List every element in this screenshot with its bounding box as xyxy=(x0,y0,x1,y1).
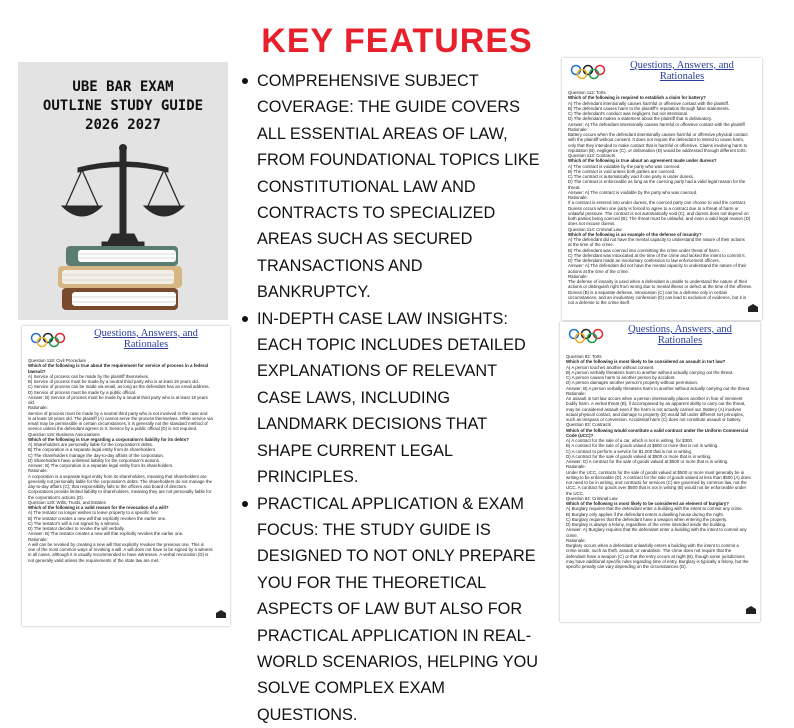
page-text-line: Question 83: Contracts xyxy=(566,422,754,427)
page-text-line: D) The testator decides to revoke the will verbally. xyxy=(28,526,224,531)
page-text-line: unlawful pressure. The contract is not automatically void (C), and duress does not depend on xyxy=(568,211,756,216)
page-text-line: bodily harm. A verbal threat (B), if accompanied by an apparent ability to carry out the threat, xyxy=(566,401,754,406)
page-text-line: Which of the following is most likely to be considered an element of burglary? xyxy=(566,501,754,506)
page-text-line: Which of the following is true about the requirement for service of process in a federal xyxy=(28,363,224,368)
page-text-line: If a contract is entered into under duress, the coerced party can choose to void the contract. xyxy=(568,200,756,205)
page-text-line: Answer: B) Service of process must be made by a neutral third party who is at least 18 years xyxy=(28,395,224,400)
page-text-line: writing to be enforceable (D). A contract for the sale of goods valued at less than $500 (A) does xyxy=(566,475,754,480)
scales-of-justice-on-books-icon xyxy=(18,142,228,320)
page-text-line: Question 113: Contracts xyxy=(568,153,756,158)
page-text-line: threat. xyxy=(568,185,756,190)
page-text-line: day-to-day affairs (C); that responsibility falls to the officers and board of directors. xyxy=(28,484,224,489)
page-text-line: Rationale: xyxy=(568,195,756,200)
page-text-line: Answer: B) The testator creates a new will that explicitly revokes the earlier one. xyxy=(28,531,224,536)
page-text-line: specific penalty can vary depending on the circumstances (D). xyxy=(566,564,754,569)
page-heading-line: Questions, Answers, and xyxy=(608,60,756,71)
page-text-line: not a defense to the crime itself. xyxy=(568,300,756,305)
page-text-line: B) A contract for the sale of goods valued at $600 or more that is not in writing. xyxy=(566,443,754,448)
page-text-line: The defense of insanity is used when a defendant is unable to understand the nature of their xyxy=(568,279,756,284)
page-text-line: only that they intended to make contact that is harmful or offensive. Claims involving harm to xyxy=(568,143,756,148)
page-heading-line: Rationales xyxy=(606,335,754,346)
page-text-line: C) The shareholders manage the day-to-day affairs of the corporation. xyxy=(28,453,224,458)
feature-item: PRACTICAL APPLICATION & EXAM FOCUS: THE STUDY GUIDE IS DESIGNED TO NOT ONLY PREPARE YOU FOR THE THEORETICAL ASPECTS OF LAW BUT ALSO FOR PRACTICAL APPLICATION IN REAL-WORLD SCENARIOS, HELPING YOU SOLVE COMPLEX EXAM QUESTIONS. xyxy=(240,491,540,728)
page-text-line: the corporation's actions (D). xyxy=(28,495,224,500)
page-title: KEY FEATURES xyxy=(0,22,794,61)
page-text-line: Rationale: xyxy=(28,405,224,410)
page-text-line: Duress occurs when one party is forced to agree to a contract due to a threat of harm or xyxy=(568,206,756,211)
page-text-line: D) Burglary is always a felony, regardless of the crime intended inside the building. xyxy=(566,522,754,527)
courthouse-icon xyxy=(748,299,758,317)
page-text-line: B) Service of process must be made by a neutral third party who is at least 18 years old. xyxy=(28,379,224,384)
page-text-line: Which of the following is most likely to be considered an assault in tort law? xyxy=(566,359,754,364)
page-text-line: Under the UCC, contracts for the sale of goods valued at $500 or more must generally be in xyxy=(566,470,754,475)
page-text-line: Rationale: xyxy=(566,464,754,469)
page-text-line: Which of the following is an example of the defense of insanity? xyxy=(568,232,756,237)
cover-title-line: OUTLINE STUDY GUIDE xyxy=(18,97,228,116)
page-text-line: D) A person damages another person's property without permission. xyxy=(566,380,754,385)
page-text-line: crime inside, such as theft, assault, or vandalism. The crime does not require that the xyxy=(566,548,754,553)
page-text-line: Question 119: Business Associations xyxy=(28,432,224,437)
page-text-line: both parties being coerced (B). The threat must be unlawful, and even a valid legal reason (D) xyxy=(568,216,756,221)
page-text-line: Rationale: xyxy=(568,127,756,132)
page-text-line: Which of the following would constitute a valid contract under the Uniform Commercial xyxy=(566,428,754,433)
page-text-line: C) The contract is automatically void if one party is under duress. xyxy=(568,174,756,179)
cover-title xyxy=(18,78,228,135)
olympic-rings-icon xyxy=(568,328,604,349)
page-text-line: Which of the following is a valid reason for the revocation of a will? xyxy=(28,505,224,510)
page-text-line: Answer: A) The defendant intentionally causes harmful or offensive contact with the plaintiff. xyxy=(568,122,756,127)
page-heading-line: Questions, Answers, and xyxy=(606,324,754,335)
page-text-line: A) Shareholders are personally liable for the corporation's debts. xyxy=(28,442,224,447)
page-text-line: actions or distinguish right from wrong due to mental illness or defect at the time of the offense. xyxy=(568,284,756,289)
page-text-line: Answer: B) A person verbally threatens harm to another without actually carrying out the threat. xyxy=(566,386,754,391)
page-text-line: B) Burglary only applies if the defendant enters a dwelling house during the night. xyxy=(566,512,754,517)
page-text-line: Code (UCC)? xyxy=(566,433,754,438)
page-text-line: Question 82: Torts xyxy=(566,354,754,359)
page-text-line: crime. xyxy=(566,533,754,538)
page-text-line: A) The contract is voidable by the party who was coerced. xyxy=(568,164,756,169)
page-text-line: A) A person touches another without consent. xyxy=(566,365,754,370)
page-text-line: Answer: A) The defendant did not have the mental capacity to understand the nature of their xyxy=(568,263,756,268)
page-text-line: Answer: D) A contract for the sale of goods valued at $500 or more that is in writing. xyxy=(566,459,754,464)
page-text-line: lawsuit? xyxy=(28,369,224,374)
page-text-line: C) The defendant's conduct was negligent, but not intentional. xyxy=(568,111,756,116)
page-heading-line: Rationales xyxy=(68,339,224,350)
page-text-line: Answer: A) The contract is voidable by the party who was coerced. xyxy=(568,190,756,195)
page-text-line: Question 118: Civil Procedure xyxy=(28,358,224,363)
page-text-line: A) Burglary requires that the defendant enter a building with the intent to commit any crime. xyxy=(566,506,754,511)
page-text-line: Question 120: Wills, Trusts, and Estates xyxy=(28,500,224,505)
page-text-line: B) The testator creates a new will that explicitly revokes the earlier one. xyxy=(28,516,224,521)
page-text-line: Duress (B) is a separate defense, intoxication (C) can be a defense only in certain xyxy=(568,290,756,295)
page-heading-line: Questions, Answers, and xyxy=(68,328,224,339)
sample-page xyxy=(22,326,230,626)
page-text-line: B) The corporation is a separate legal entity from its shareholders. xyxy=(28,447,224,452)
page-text-line: Rationale: xyxy=(28,537,224,542)
page-text-line: one of the most common ways of revoking a will. A will does not have to be signed by a witness xyxy=(28,547,224,552)
page-text-line: defendant have a weapon (C) or that the entry occurs at night (B), though some jurisdictions xyxy=(566,554,754,559)
page-text-line: at the time of the crime. xyxy=(568,242,756,247)
key-features-list xyxy=(240,68,540,728)
page-text-line: Answer: A) Burglary requires that the defendant enter a building with the intent to commit any xyxy=(566,527,754,532)
page-text-line: email may be permissible in certain circumstances, it is generally not the standard method of xyxy=(28,421,224,426)
page-text-line: B) The contract is void unless both parties are coerced. xyxy=(568,169,756,174)
cover-title-line: 2026 2027 xyxy=(18,116,228,135)
cover-title-line: UBE BAR EXAM xyxy=(18,78,228,97)
page-text-line: D) A contract for the sale of goods valued at $500 or more that is in writing. xyxy=(566,454,754,459)
page-text-line: Battery occurs when the defendant intentionally causes harmful or offensive physical contact xyxy=(568,132,756,137)
page-body xyxy=(562,88,762,305)
page-text-line: D) The defendant makes a statement about the plaintiff that is defamatory. xyxy=(568,116,756,121)
page-text-line: D) Shareholders have unlimited liability for the corporation's actions. xyxy=(28,458,224,463)
page-text-line: generally not personally liable for the corporation's debts. The shareholders do not manage the xyxy=(28,479,224,484)
page-text-line: An assault in tort law occurs when a person intentionally places another in fear of imminent xyxy=(566,396,754,401)
page-text-line: not generally valid unless the requirements of the state law are met. xyxy=(28,558,224,563)
page-text-line: circumstances, and an involuntary confession (D) can lead to exclusion of evidence, but it is xyxy=(568,295,756,300)
sample-page xyxy=(560,322,760,622)
page-text-line: Rationale: xyxy=(566,538,754,543)
page-text-line: A) The defendant intentionally causes harmful or offensive contact with the plaintiff. xyxy=(568,101,756,106)
page-text-line: such as trespass or conversion. Accidental harm (C) does not constitute assault or battery. xyxy=(566,417,754,422)
page-header xyxy=(560,322,760,352)
page-text-line: C) The defendant was intoxicated at the time of the crime and lacked the intent to commit it. xyxy=(568,253,756,258)
page-text-line: D) Service of process must be made by a public official. xyxy=(28,390,224,395)
page-text-line: Rationale: xyxy=(28,468,224,473)
page-text-line: the UCC. xyxy=(566,491,754,496)
page-header xyxy=(22,326,230,356)
page-header xyxy=(562,58,762,88)
page-text-line: C) Burglary requires that the defendant have a weapon when entering the property. xyxy=(566,517,754,522)
page-text-line: is at least 18 years old. The plaintiff (A) cannot serve the process themselves. While service via xyxy=(28,416,224,421)
page-text-line: Which of the following is true about an agreement made under duress? xyxy=(568,158,756,163)
page-body xyxy=(22,356,230,563)
page-text-line: not need to be in writing, and contracts for services (C) are governed by common law, not the xyxy=(566,480,754,485)
page-text-line: A) Service of process can be made by the plaintiff themselves. xyxy=(28,374,224,379)
page-text-line: A) A contract for the sale of a car, which is not in writing, for $300. xyxy=(566,438,754,443)
page-text-line: actual physical contact, and damage to property (D) would fall under different tort principles, xyxy=(566,412,754,417)
page-text-line: Burglary occurs when a defendant unlawfully enters a building with the intent to commit a xyxy=(566,543,754,548)
courthouse-icon xyxy=(216,605,226,623)
page-text-line: Which of the following is true regarding a corporation's liability for its debts? xyxy=(28,437,224,442)
page-text-line: A will can be revoked by creating a new will that explicitly revokes the previous one. This is xyxy=(28,542,224,547)
olympic-rings-icon xyxy=(570,64,606,85)
page-text-line: A) The testator no longer wishes to leave property to a specific heir. xyxy=(28,510,224,515)
page-text-line: does not excuse duress. xyxy=(568,221,756,226)
page-text-line: C) Service of process can be made via email, as long as the defendant has an email address. xyxy=(28,384,224,389)
page-text-line: reputation (B), negligence (C), or defamation (D) would be addressed through different torts. xyxy=(568,148,756,153)
study-guide-cover xyxy=(18,62,228,320)
page-text-line: with the plaintiff without consent. It does not require the defendant to intend to cause harm, xyxy=(568,137,756,142)
page-text-line: Rationale: xyxy=(568,274,756,279)
page-heading-line: Rationales xyxy=(608,71,756,82)
page-text-line: Which of the following is required to establish a claim for battery? xyxy=(568,95,756,100)
page-text-line: Service of process must be made by a neutral third party who is not involved in the case and xyxy=(28,411,224,416)
page-text-line: B) The defendant causes harm to the plaintiff's reputation through false statements. xyxy=(568,106,756,111)
page-text-line: C) A person causes harm to another person by accident. xyxy=(566,375,754,380)
feature-item: COMPREHENSIVE SUBJECT COVERAGE: THE GUIDE COVERS ALL ESSENTIAL AREAS OF LAW, FROM FOUNDATIONAL TOPICS LIKE CONSTITUTIONAL LAW AND CONTRACTS TO SPECIALIZED AREAS SUCH AS SECURED TRANSACTIONS AND BANKRUPTCY. xyxy=(240,68,540,306)
courthouse-icon xyxy=(746,601,756,619)
page-text-line: B) A person verbally threatens harm to another without actually carrying out the threat. xyxy=(566,370,754,375)
page-text-line: service unless the defendant agrees to it. Service by a public official (D) is not required. xyxy=(28,426,224,431)
page-text-line: Corporations provide limited liability to shareholders, meaning they are not personally liable for xyxy=(28,489,224,494)
olympic-rings-icon xyxy=(30,332,66,353)
page-text-line: Question 112: Torts xyxy=(568,90,756,95)
page-heading xyxy=(608,60,756,82)
page-heading xyxy=(68,328,224,350)
page-text-line: Answer: B) The corporation is a separate legal entity from its shareholders. xyxy=(28,463,224,468)
page-text-line: in all cases, although it is usually recommended to have witnesses. A verbal revocation (D) is xyxy=(28,552,224,557)
page-text-line: D) The defendant made an involuntary confession to law enforcement officers. xyxy=(568,258,756,263)
page-text-line: UCC. A contract for goods over $500 that is not in writing (B) would not be enforceable under xyxy=(566,485,754,490)
page-text-line: old. xyxy=(28,400,224,405)
feature-item: IN-DEPTH CASE LAW INSIGHTS: EACH TOPIC INCLUDES DETAILED EXPLANATIONS OF RELEVANT CASE LAWS, INCLUDING LANDMARK DECISIONS THAT SHAPE CURRENT LEGAL PRINCIPLES. xyxy=(240,306,540,491)
page-text-line: C) The testator's will is not signed by a witness. xyxy=(28,521,224,526)
page-text-line: Question 114: Criminal Law xyxy=(568,227,756,232)
page-text-line: C) A contract to perform a service for $1,000 that is not in writing. xyxy=(566,449,754,454)
page-text-line: actions at the time of the crime. xyxy=(568,269,756,274)
sample-page xyxy=(562,58,762,320)
page-text-line: Rationale: xyxy=(566,391,754,396)
page-text-line: A corporation is a separate legal entity from its shareholders, meaning that shareholders are xyxy=(28,474,224,479)
page-body xyxy=(560,352,760,569)
page-text-line: B) The defendant was coerced into committing the crime under threat of harm. xyxy=(568,248,756,253)
page-text-line: may be considered assault even if the harm is not actually carried out. Battery (A) involves xyxy=(566,407,754,412)
page-text-line: may have additional specific rules regarding time of entry. Burglary is typically a felony, but the xyxy=(566,559,754,564)
page-heading xyxy=(606,324,754,346)
page-text-line: Question 84: Criminal Law xyxy=(566,496,754,501)
page-text-line: D) The contract is enforceable as long as the coercing party had a valid legal reason for the xyxy=(568,179,756,184)
page-text-line: A) The defendant did not have the mental capacity to understand the nature of their actions xyxy=(568,237,756,242)
